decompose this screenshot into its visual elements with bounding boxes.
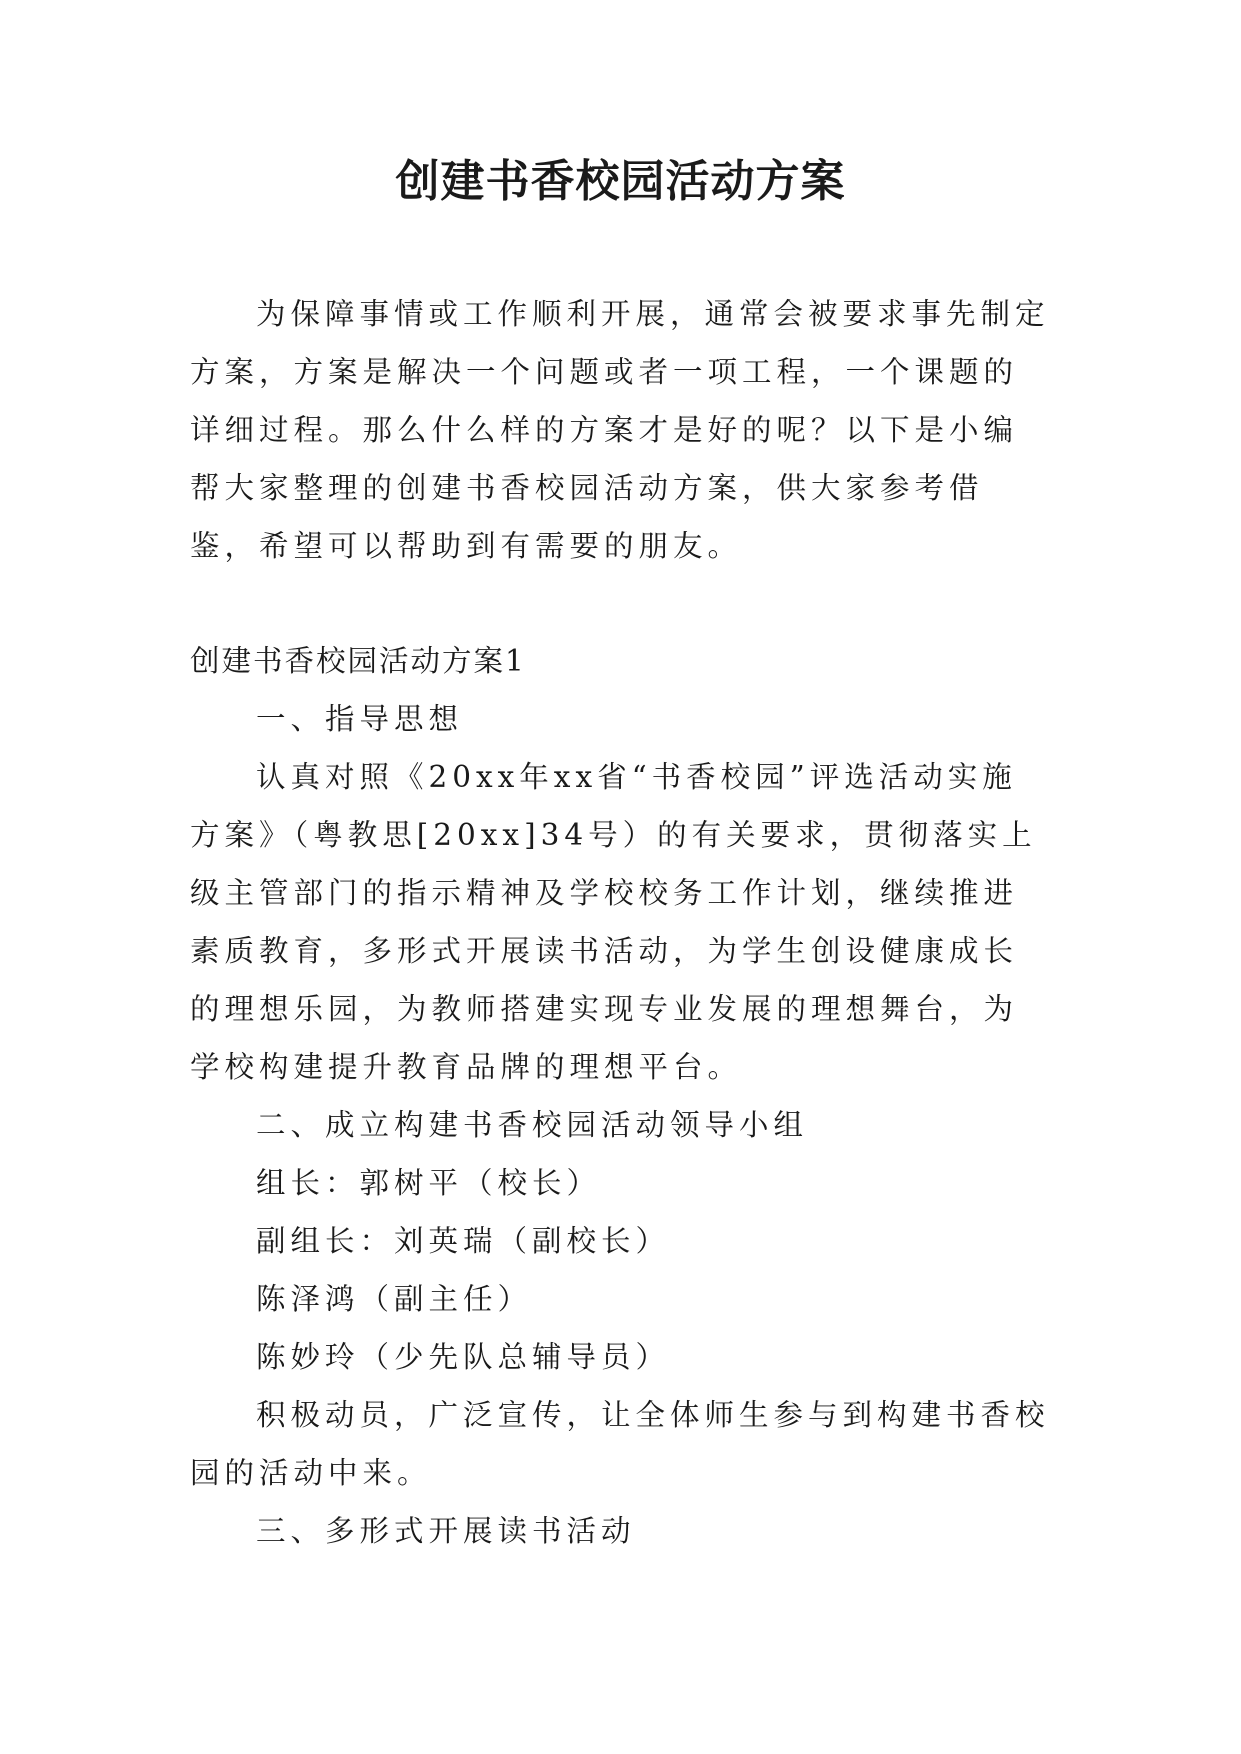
heading-reading-activities: 三、多形式开展读书活动 xyxy=(256,1514,636,1548)
heading-leadership-group: 二、成立构建书香校园活动领导小组 xyxy=(256,1108,809,1142)
section-1 xyxy=(190,632,1050,1560)
heading-guiding-ideology: 一、指导思想 xyxy=(256,702,464,736)
leader-line: 组长：郭树平（校长） xyxy=(256,1166,602,1200)
paragraph-guiding-ideology: 认真对照《20xx年xx省“书香校园”评选活动实施方案》（粤教思[20xx]34号）的有关要求，贯彻落实上级主管部门的指示精神及学校校务工作计划，继续推进素质教育，多形式开展读书活动，为学生创设健康成长的理想乐园，为教师搭建实现专业发展的理想舞台，为学校构建提升教育品牌的理想平台。 xyxy=(190,760,1037,1084)
document-title: 创建书香校园活动方案 xyxy=(395,156,846,207)
intro-paragraph: 为保障事情或工作顺利开展，通常会被要求事先制定方案，方案是解决一个问题或者一项工程，一个课题的详细过程。那么什么样的方案才是好的呢？以下是小编帮大家整理的创建书香校园活动方案，供大家参考借鉴，希望可以帮助到有需要的朋友。 xyxy=(190,297,1050,563)
deputy-leader-line: 副组长：刘英瑞（副校长） xyxy=(256,1224,671,1258)
member-line-2: 陈妙玲（少先队总辅导员） xyxy=(256,1340,671,1374)
paragraph-mobilization: 积极动员，广泛宣传，让全体师生参与到构建书香校园的活动中来。 xyxy=(190,1398,1050,1490)
section-title: 创建书香校园活动方案1 xyxy=(190,644,526,678)
member-line-1: 陈泽鸿（副主任） xyxy=(256,1282,533,1316)
